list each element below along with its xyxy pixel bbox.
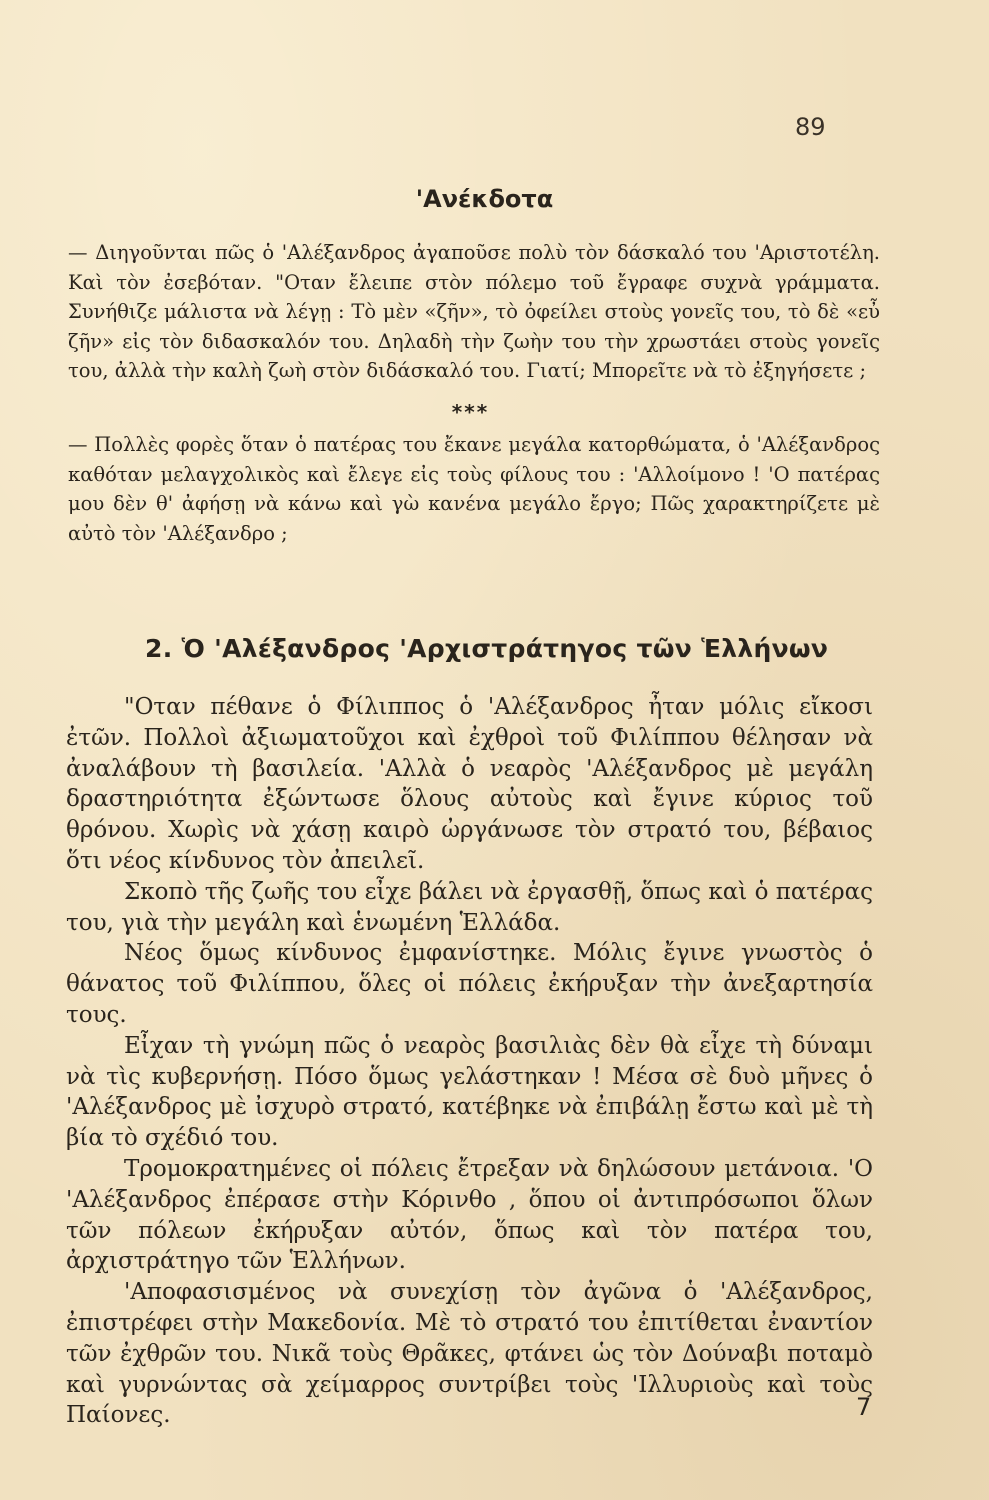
chapter-paragraph: Νέος ὅμως κίνδυνος ἐμφανίστηκε. Μόλις ἔγινε γνωστὸς ὁ θάνατος τοῦ Φιλίππου, ὅλες οἱ πόλεις ἐκήρυξαν τὴν ἀνεξαρτησία τους. <box>66 940 873 1028</box>
chapter-body <box>66 692 873 1431</box>
chapter-paragraph: Τρομοκρατημένες οἱ πόλεις ἔτρεξαν νὰ δηλώσουν μετάνοια. 'Ο 'Αλέξανδρος ἐπέρασε στὴν Κόρινθο , ὅπου οἱ ἀντιπρόσωποι ὅλων τῶν πόλεων ἐκήρυξαν αὐτόν, ὅπως καὶ τὸν πατέρα του, ἀρχιστράτηγο τῶν Ἑλλήνων. <box>66 1155 873 1275</box>
asterism-text: *** <box>451 400 490 424</box>
page-number: 89 <box>795 113 826 141</box>
chapter-paragraph: "Οταν πέθανε ὁ Φίλιππος ὁ 'Αλέξανδρος ἦταν μόλις εἴκοσι ἐτῶν. Πολλοὶ ἀξιωματοῦχοι καὶ ἐχθροὶ τοῦ Φιλίππου θέλησαν νὰ ἀναλάβουν τὴ βασιλεία. 'Αλλὰ ὁ νεαρὸς 'Αλέξανδρος μὲ μεγάλη δραστηριότητα ἐξώντωσε ὅλους αὐτοὺς καὶ ἔγινε κύριος τοῦ θρόνου. Χωρὶς νὰ χάσῃ καιρὸ ὠργάνωσε τὸν στρατό του, βέβαιος ὅτι νέος κίνδυνος τὸν ἀπειλεῖ. <box>66 694 873 874</box>
chapter-heading: 2. Ὁ 'Αλέξανδρος 'Αρχιστράτηγος τῶν Ἑλλήνων <box>145 634 829 663</box>
anecdotes-title <box>0 185 989 213</box>
chapter-paragraph: 'Αποφασισμένος νὰ συνεχίσῃ τὸν ἀγῶνα ὁ 'Αλέξανδρος, ἐπιστρέφει στὴν Μακεδονία. Μὲ τὸ στρατό του ἐπιτίθεται ἐναντίον τῶν ἐχθρῶν του. Νικᾶ τοὺς Θρᾶκες, φτάνει ὡς τὸν Δούναβι ποταμὸ καὶ γυρνώντας σὰ χείμαρρος συντρίβει τοὺς 'Ιλλυριοὺς καὶ τοὺς Παίονες. <box>66 1279 873 1429</box>
footer-page-number: 7 <box>856 1393 872 1421</box>
asterism-separator <box>0 400 989 424</box>
chapter-paragraph: Σκοπὸ τῆς ζωῆς του εἶχε βάλει νὰ ἐργασθῇ, ὅπως καὶ ὁ πατέρας του, γιὰ τὴν μεγάλη καὶ ἑνωμένη Ἑλλάδα. <box>66 878 873 936</box>
anecdote-paragraph: — Διηγοῦνται πῶς ὁ 'Αλέξανδρος ἀγαποῦσε πολὺ τὸν δάσκαλό του 'Αριστοτέλη. Καὶ τὸν ἐσεβόταν. "Οταν ἔλειπε στὸν πόλεμο τοῦ ἔγραφε συχνὰ γράμματα. Συνήθιζε μάλιστα νὰ λέγῃ : Τὸ μὲν «ζῆν», τὸ ὀφείλει στοὺς γονεῖς του, τὸ δὲ «εὖ ζῆν» εἰς τὸν διδασκαλόν του. Δηλαδὴ τὴν ζωὴν του τὴν χρωστάει στοὺς γονεῖς του, ἀλλὰ τὴν καλὴ ζωὴ στὸν διδάσκαλό του. Γιατί; Μπορεῖτε νὰ τὸ ἐξηγήσετε ; <box>68 241 880 382</box>
anecdote-paragraph: — Πολλὲς φορὲς ὅταν ὁ πατέρας του ἔκανε μεγάλα κατορθώματα, ὁ 'Αλέξανδρος καθόταν μελαγχολικὸς καὶ ἔλεγε εἰς τοὺς φίλους του : 'Αλλοίμονο ! 'Ο πατέρας μου δὲν θ' ἀφήσῃ νὰ κάνω καὶ γὼ κανένα μεγάλο ἔργο; Πῶς χαρακτηρίζετε μὲ αὐτὸ τὸν 'Αλέξανδρο ; <box>68 433 880 545</box>
anecdotes-title-text: 'Ανέκδοτα <box>415 185 554 213</box>
chapter-paragraph: Εἶχαν τὴ γνώμη πῶς ὁ νεαρὸς βασιλιὰς δὲν θὰ εἶχε τὴ δύναμι νὰ τὶς κυβερνήσῃ. Πόσο ὅμως γελάστηκαν ! Μέσα σὲ δυὸ μῆνες ὁ 'Αλέξανδρος μὲ ἰσχυρὸ στρατό, κατέβηκε νὰ ἐπιβάλῃ ἔστω καὶ μὲ τὴ βία τὸ σχέδιό του. <box>66 1032 873 1152</box>
